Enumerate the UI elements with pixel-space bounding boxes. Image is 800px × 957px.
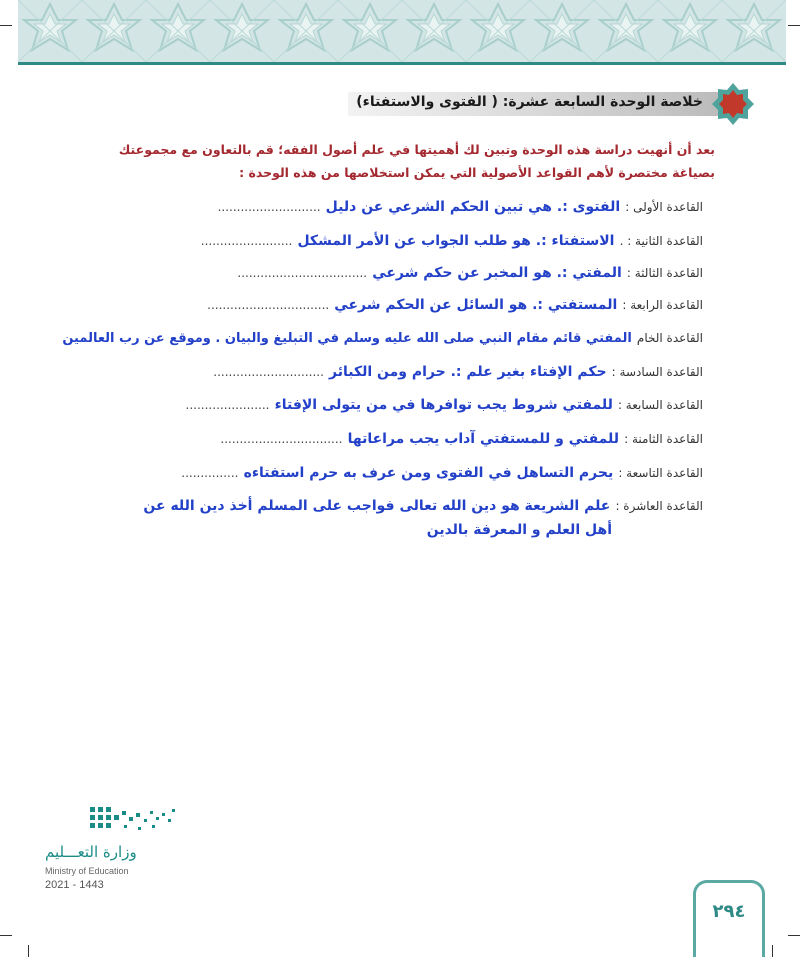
rule-line-1: [3, 196, 703, 224]
rule-line-7: [3, 394, 703, 422]
rule-answer: حكم الإفتاء بغير علم :. حرام ومن الكبائر: [329, 364, 607, 380]
rule-line-10: [3, 495, 703, 523]
crop-mark-bottom-right: [788, 935, 800, 936]
rule-dots: ................................: [207, 298, 330, 312]
rule-line-3: [3, 262, 703, 290]
rule-answer: المفتي قائم مقام النبي صلى الله عليه وسلم في التبليغ والبيان . وموقع عن رب العالمين: [62, 331, 632, 346]
rule-line-8: [3, 428, 703, 456]
header-pattern: [18, 0, 786, 62]
crop-mark-bottom-left-v: [28, 945, 29, 957]
rule-line-9: [3, 462, 703, 490]
rule-label: القاعدة الأولى :: [625, 200, 703, 214]
intro-paragraph: بعد أن أنهيت دراسة هذه الوحدة وتبين لك أهميتها في علم أصول الفقه؛ قم بالتعاون مع مجموعتك بصياغة مختصرة لأهم القواعد الأصولية التي يمكن استخلاصها من هذه الوحدة :: [118, 142, 715, 180]
ministry-name-english: Ministry of Education: [45, 866, 129, 876]
unit-title: [335, 82, 755, 126]
rule-dots: ......................: [185, 398, 270, 412]
rule-answer: علم الشريعة هو دين الله تعالى فواجب على المسلم أخذ دين الله عن: [143, 498, 611, 514]
rule-answer: المستفتي :. هو السائل عن الحكم شرعي: [334, 297, 618, 313]
header-divider: [18, 62, 786, 65]
rule-label: القاعدة الثالثة :: [626, 266, 703, 280]
crop-mark-bottom-left: [0, 935, 12, 936]
rule-dots: ...........................: [217, 200, 321, 214]
crop-mark-top-right: [788, 25, 800, 26]
rule-dots: ..................................: [237, 266, 368, 280]
rule-10-continuation: أهل العلم و المعرفة بالدين: [426, 522, 612, 538]
edition-year: 2021 - 1443: [45, 879, 104, 891]
rule-answer: المفتي :. هو المخبر عن حكم شرعي: [372, 265, 622, 281]
rule-label: القاعدة السادسة :: [611, 365, 703, 379]
rule-answer: للمفتي شروط يجب توافرها في من يتولى الإفتاء: [274, 397, 613, 413]
title-text: خلاصة الوحدة السابعة عشرة: ( الفتوى والاستفتاء): [356, 94, 703, 110]
rule-label: القاعدة الثانية : .: [619, 234, 703, 248]
page-number-tab: [693, 880, 765, 957]
rule-label: القاعدة الخام: [636, 331, 703, 345]
rule-label: القاعدة السابعة :: [617, 398, 703, 412]
rule-answer: الفتوى :. هي تبين الحكم الشرعي عن دليل: [325, 199, 621, 215]
rule-dots: .............................: [213, 365, 324, 379]
rule-label: القاعدة العاشرة :: [615, 499, 703, 513]
ministry-name-arabic: وزارة التعـــليم: [45, 843, 137, 861]
crop-mark-top-left: [0, 25, 12, 26]
rule-label: القاعدة الثامنة :: [624, 432, 703, 446]
star-badge-icon: [711, 82, 755, 126]
ministry-logo-icon: [88, 803, 178, 837]
rule-line-5: [3, 327, 703, 355]
rule-label: القاعدة الرابعة :: [622, 298, 703, 312]
rule-dots: ................................: [220, 432, 343, 446]
page-number: ٢٩٤: [712, 901, 746, 922]
rule-label: القاعدة التاسعة :: [618, 466, 703, 480]
rule-line-2: [3, 230, 703, 258]
rule-line-4: [3, 294, 703, 322]
rule-line-6: [3, 361, 703, 389]
rule-dots: ...............: [181, 466, 239, 480]
rule-dots: ........................: [200, 234, 293, 248]
crop-mark-bottom-right-v: [772, 945, 773, 957]
rule-answer: للمفتي و للمستفتي آداب يجب مراعاتها: [347, 431, 620, 447]
geometric-pattern-icon: [18, 0, 786, 62]
rule-answer: يحرم التساهل في الفتوى ومن عرف به حرم استفتاءه: [243, 465, 614, 481]
rule-answer: الاستفتاء :. هو طلب الجواب عن الأمر المشكل: [297, 233, 615, 249]
